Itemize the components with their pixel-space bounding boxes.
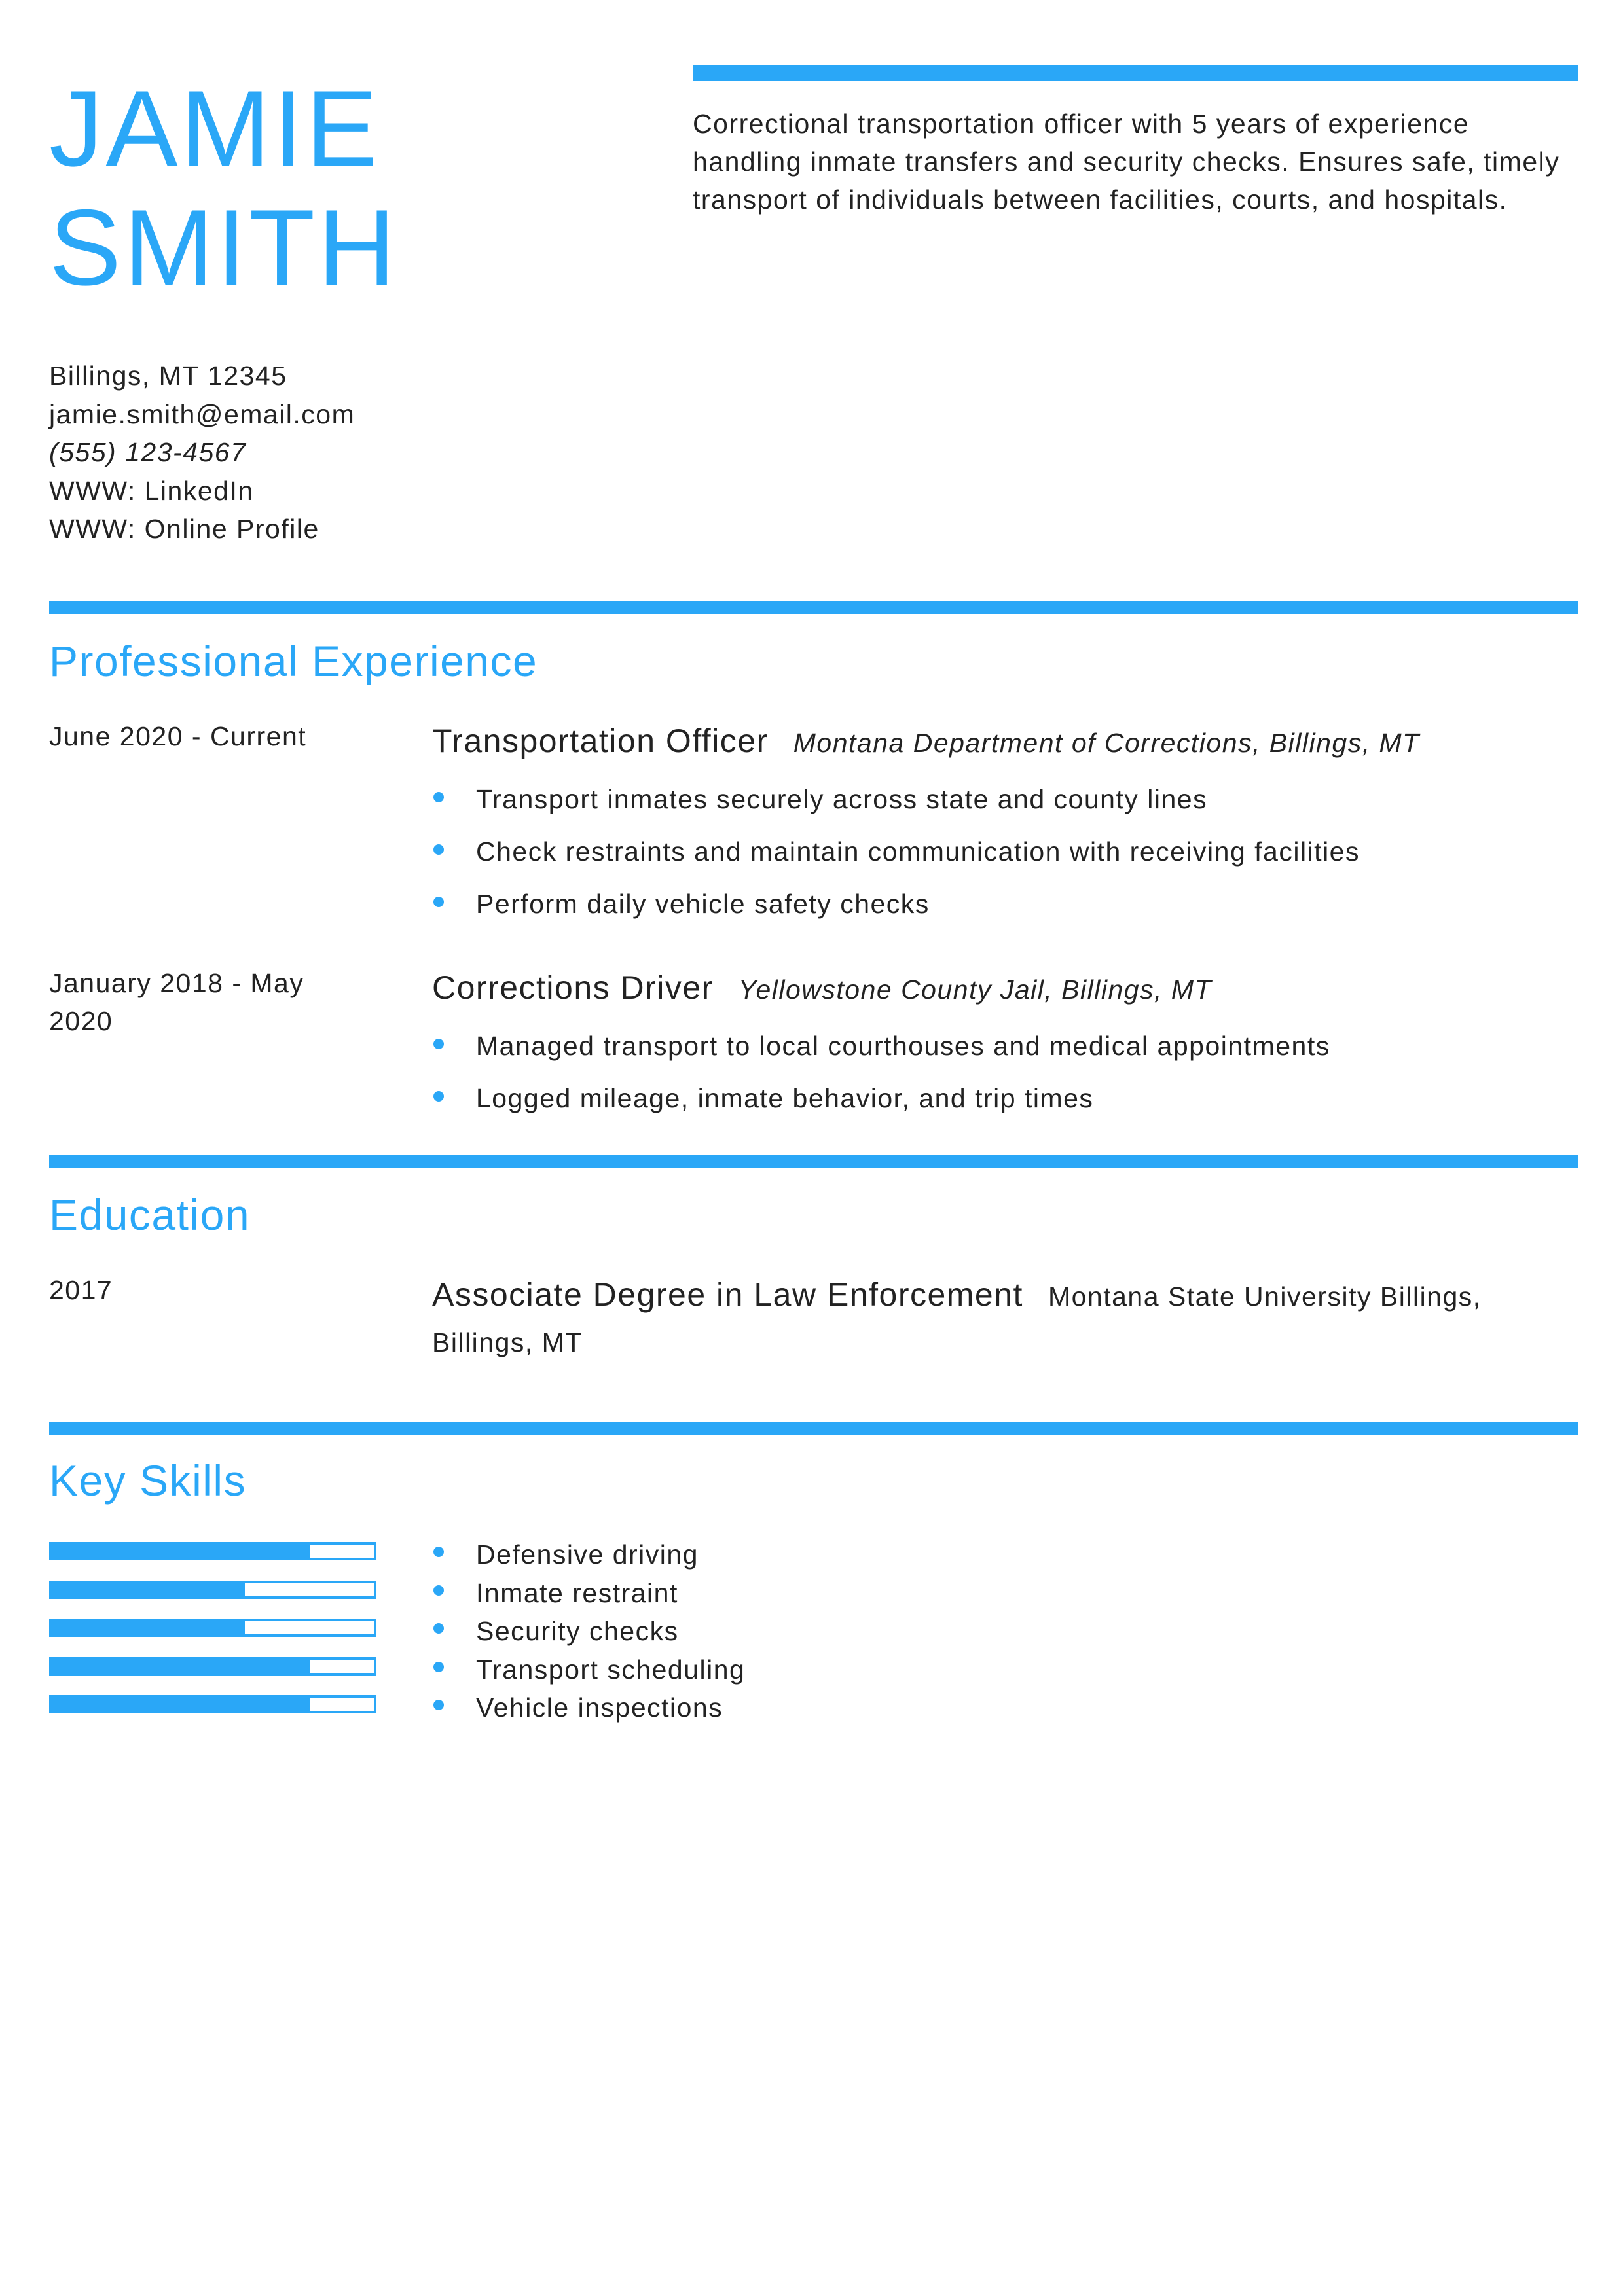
list-item: [432, 1079, 1330, 1132]
list-item: [432, 1612, 745, 1651]
professional-summary: Correctional transportation officer with 5 years of experience handling inmate transfers and security checks. Ensures safe, timely transport of individuals between facilities, courts, and hospitals.: [693, 109, 1560, 215]
contact-email: jamie.smith@email.com: [49, 399, 356, 429]
experience-divider: [49, 601, 1578, 614]
bullet-icon: [433, 1700, 444, 1710]
job-organization: Montana Department of Corrections, Billings, MT: [793, 728, 1420, 758]
skill-level-fill: [52, 1621, 245, 1634]
bullet-icon: [433, 844, 444, 855]
skill-name: Security checks: [476, 1616, 679, 1646]
bullet-icon: [433, 897, 444, 907]
first-name: JAMIE: [49, 68, 380, 188]
skill-name: Vehicle inspections: [476, 1693, 723, 1723]
skills-divider: [49, 1422, 1578, 1435]
skill-level-fill: [52, 1583, 245, 1596]
job-dates: June 2020 - Current: [49, 721, 307, 751]
education-year: 2017: [49, 1275, 113, 1305]
bullet-text: Transport inmates securely across state and county lines: [476, 784, 1208, 814]
bullet-icon: [433, 1091, 444, 1102]
contact-address: Billings, MT 12345: [49, 361, 287, 391]
last-name: SMITH: [49, 187, 399, 308]
education-divider: [49, 1155, 1578, 1168]
skill-name: Inmate restraint: [476, 1577, 678, 1608]
list-item: [432, 1689, 745, 1727]
education-heading: Education: [49, 1191, 251, 1239]
list-item: [432, 885, 1360, 937]
skill-level-bar: [49, 1657, 376, 1676]
header-divider: [693, 65, 1578, 81]
experience-heading: Professional Experience: [49, 637, 538, 685]
bullet-icon: [433, 1039, 444, 1049]
job-bullets: [432, 780, 1360, 937]
list-item: [432, 1651, 745, 1689]
contact-info: [49, 357, 355, 548]
skill-level-fill: [52, 1545, 310, 1558]
contact-phone: (555) 123-4567: [49, 437, 247, 467]
degree-title: Associate Degree in Law Enforcement: [432, 1276, 1023, 1313]
list-item: [432, 1574, 745, 1613]
list-item: [432, 833, 1360, 885]
contact-linkedin: WWW: LinkedIn: [49, 475, 254, 506]
skill-level-fill: [52, 1660, 310, 1673]
skills-heading: Key Skills: [49, 1456, 247, 1505]
skill-level-bar: [49, 1619, 376, 1637]
skill-level-bar: [49, 1695, 376, 1713]
skill-name: Defensive driving: [476, 1539, 699, 1570]
skills-list: [432, 1535, 745, 1727]
skill-level-bar: [49, 1542, 376, 1560]
bullet-icon: [433, 792, 444, 802]
job-title: Corrections Driver: [432, 969, 714, 1006]
skill-level-fill: [52, 1698, 310, 1711]
bullet-icon: [433, 1547, 444, 1557]
bullet-icon: [433, 1662, 444, 1672]
job-title: Transportation Officer: [432, 723, 769, 759]
bullet-text: Logged mileage, inmate behavior, and trip times: [476, 1083, 1094, 1113]
list-item: [432, 780, 1360, 833]
bullet-text: Perform daily vehicle safety checks: [476, 889, 930, 919]
skill-level-bars: [49, 1542, 376, 1734]
skill-name: Transport scheduling: [476, 1654, 746, 1685]
job-organization: Yellowstone County Jail, Billings, MT: [738, 975, 1213, 1005]
skill-level-bar: [49, 1581, 376, 1599]
list-item: [432, 1535, 745, 1574]
bullet-icon: [433, 1585, 444, 1596]
school-name: Montana State University Billings, Billings, MT: [432, 1282, 1482, 1357]
job-header: [432, 718, 1578, 766]
job-bullets: [432, 1027, 1330, 1132]
bullet-text: Managed transport to local courthouses and medical appointments: [476, 1031, 1330, 1061]
list-item: [432, 1027, 1330, 1079]
bullet-text: Check restraints and maintain communication with receiving facilities: [476, 836, 1360, 867]
candidate-name: [49, 69, 398, 307]
education-entry: [432, 1272, 1578, 1365]
bullet-icon: [433, 1623, 444, 1634]
contact-profile: WWW: Online Profile: [49, 514, 319, 544]
job-dates: January 2018 - May 2020: [49, 968, 304, 1036]
job-header: [432, 965, 1578, 1013]
